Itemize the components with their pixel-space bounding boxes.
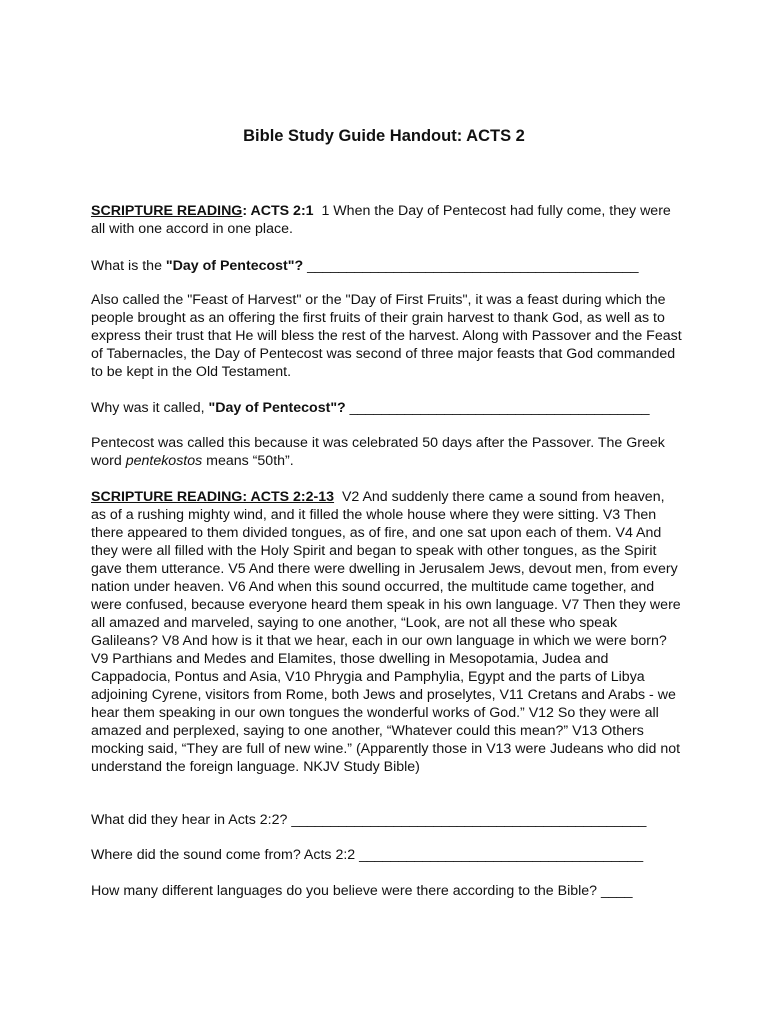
question-prefix: What is the [91, 258, 166, 274]
paragraph-text-after: means “50th”. [202, 453, 294, 469]
paragraph-feast-of-harvest: Also called the "Feast of Harvest" or the "Day of First Fruits", it was a feast during which the people brought as an offering the first fruits of their grain harvest to thank God, as well as to express their trust that He will bless the rest of the harvest. Along with Passover and the Feast of Tabernacles, the Day of Pentecost was second of three major feasts that God commanded to be kept in the Old Testament. [91, 292, 682, 380]
question-term: "Day of Pentecost"? [208, 400, 346, 416]
question-term: "Day of Pentecost"? [165, 258, 304, 274]
question-what-did-they-hear: What did they hear in Acts 2:2? _____________________________________________ [91, 812, 647, 828]
paragraph-text-before: Pentecost was called this because it was celebrated 50 days after the Passover. The Greek word [91, 435, 665, 469]
scripture-reading-text: V2 And suddenly there came a sound from heaven, as of a rushing mighty wind, and it filled the whole house where they were sitting. V3 Then there appeared to them divided tongues, as of fire, and one sat upon each of them. V4 And they were all filled with the Holy Spirit and began to speak with other tongues, as the Spirit gave them utterance. V5 And there were dwelling in Jerusalem Jews, devout men, from every nation under heaven. V6 And when this sound occurred, the multitude came together, and were confused, because everyone heard them speak in his own language. V7 Then they were all amazed and marveled, saying to one another, “Look, are not all these who speak Galileans? V8 And how is it that we hear, each in our own language in which we were born? V9 Parthians and Medes and Elamites, those dwelling in Mesopotamia, Judea and Cappadocia, Pontus and Asia, V10 Phrygia and Pamphylia, Egypt and the parts of Libya adjoining Cyrene, visitors from Rome, both Jews and proselytes, V11 Cretans and Arabs - we hear them speaking in our own tongues the wonderful works of God.” V12 So they were all amazed and perplexed, saying to one another, “Whatever could this mean?” V13 Others mocking said, “They are full of new wine.” (Apparently those in V13 were Judeans who did not understand the foreign language. NKJV Study Bible) [91, 489, 685, 775]
scripture-reading-1 [91, 202, 683, 238]
question-why-called [91, 399, 683, 417]
greek-word: pentekostos [125, 453, 203, 469]
question-where-sound-came-from: Where did the sound come from? Acts 2:2 ____________________________________ [91, 847, 644, 863]
question-prefix: Why was it called, [91, 400, 209, 416]
scripture-reading-text: 1 When the Day of Pentecost had fully come, they were all with one accord in one place. [91, 203, 675, 237]
scripture-reading-label: SCRIPTURE READING: ACTS 2:2-13 [91, 489, 335, 505]
paragraph-pentecost-meaning [91, 434, 683, 470]
question-day-of-pentecost [91, 257, 683, 275]
scripture-reading-2 [91, 488, 683, 776]
answer-blank: __________________________________________ [303, 258, 639, 274]
scripture-reading-ref: : ACTS 2:1 [242, 203, 314, 219]
answer-blank: ______________________________________ [345, 400, 650, 416]
question-how-many-languages: How many different languages do you believe were there according to the Bible? ____ [91, 883, 633, 899]
scripture-reading-label: SCRIPTURE READING [91, 203, 243, 219]
page-title: Bible Study Guide Handout: ACTS 2 [243, 127, 525, 145]
